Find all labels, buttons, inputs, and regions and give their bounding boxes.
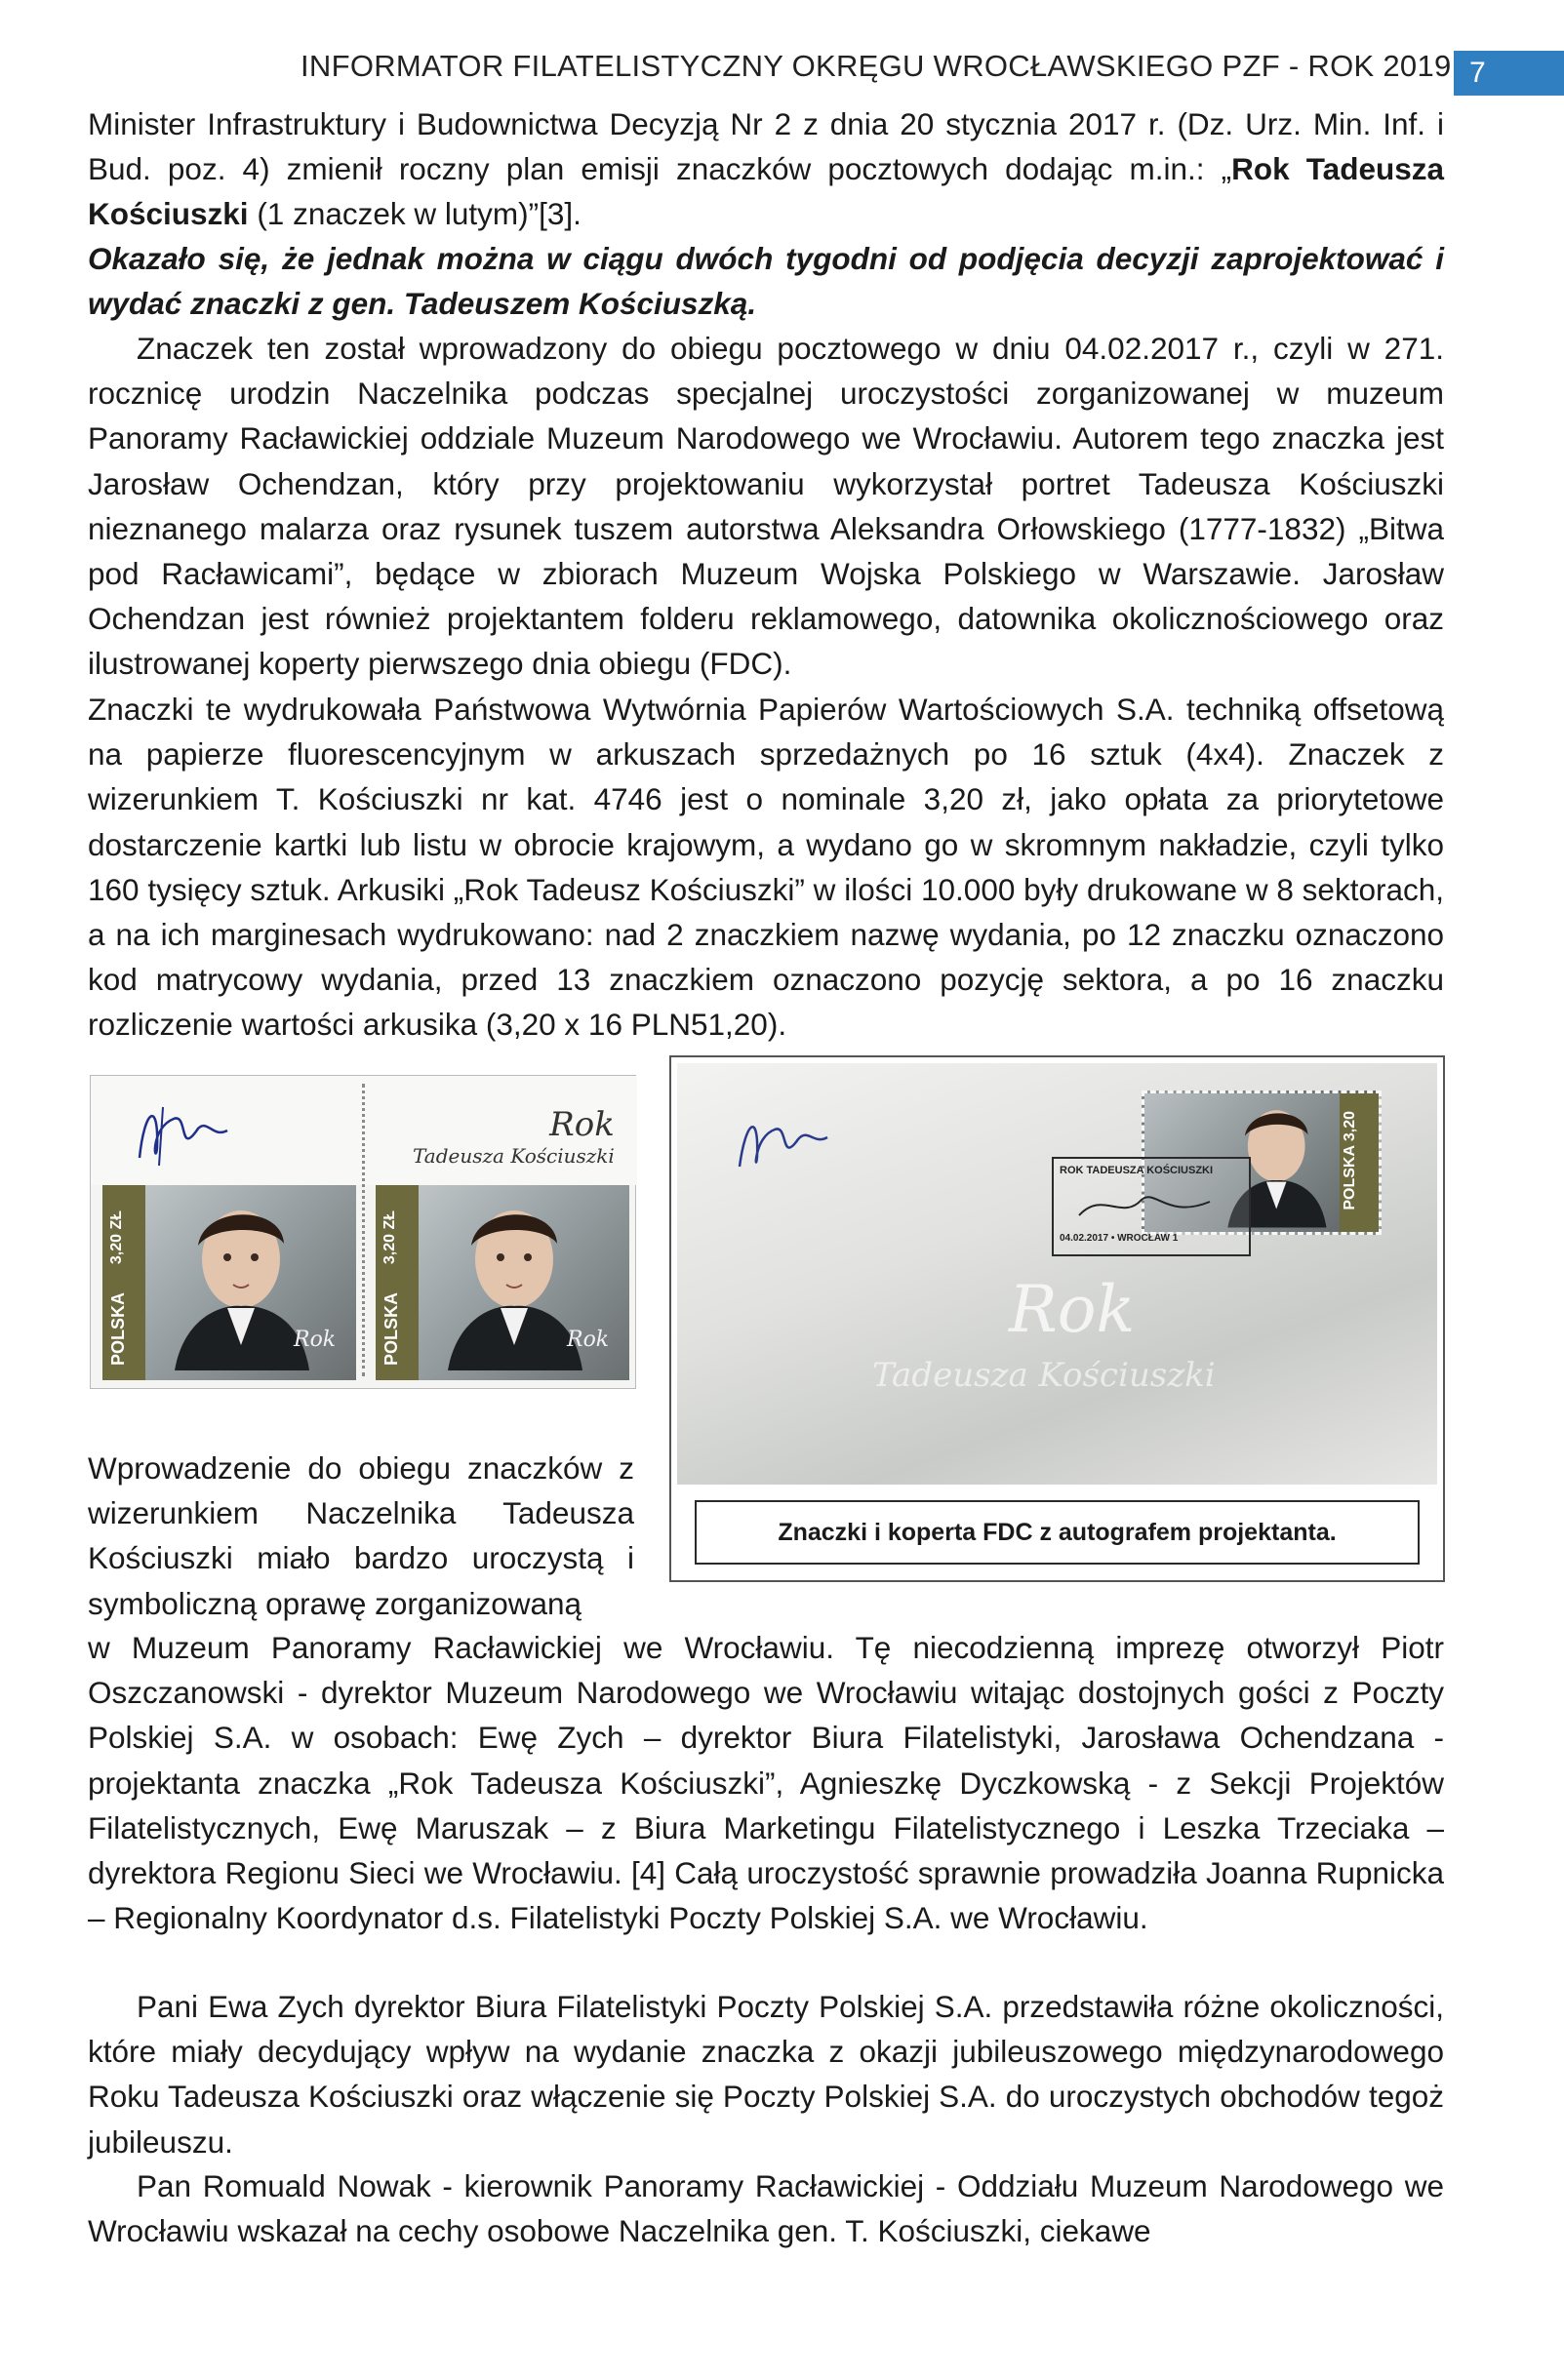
margin-title-name: Tadeusza Kościuszki — [413, 1144, 615, 1168]
publication-title: INFORMATOR FILATELISTYCZNY OKRĘGU WROCŁAWSKIEGO PZF - ROK 2019 — [301, 49, 1452, 83]
postmark-title: ROK TADEUSZA KOŚCIUSZKI — [1060, 1165, 1214, 1176]
stamp-value: 3,20 ZŁ — [381, 1210, 398, 1265]
stamp-inscription: Rok — [567, 1328, 610, 1352]
paragraph-printing: Znaczki te wydrukowała Państwowa Wytwórnia Papierów Wartościowych S.A. techniką offsetową na papierze fluorescencyjnym w arkuszach sprzedażnych po 16 sztuk (4x4). Znaczek z wizerunkiem T. Kościuszki nr kat. 4746 jest o nominale 3,20 zł, jako opłata za priorytetowe dostarczenie kartki lub listu w obrocie krajowym, a wydano go w skromnym nakładzie, czyli tylko 160 tysięcy sztuk. Arkusiki „Rok Tadeusz Kościuszki” w ilości 10.000 były drukowane w 8 sektorach, a na ich marginesach wydrukowano: nad 2 znaczkiem nazwę wydania, po 12 znaczku oznaczono kod matrycowy wydania, przed 13 znaczkiem oznaczono pozycję sektora, a po 16 znaczku rozliczenie wartości arkusika (3,20 x 16 PLN51,20). — [88, 692, 1444, 1043]
designer-signature — [120, 1090, 237, 1177]
stamp-country: POLSKA — [381, 1292, 401, 1367]
paragraph-ceremony-intro: Wprowadzenie do obiegu znaczków z wizerunkiem Naczelnika Tadeusza Kościuszki miało bardzo uroczystą i symboliczną oprawę zorganizowaną — [88, 1450, 634, 1621]
paragraph-ewa-zych: Pani Ewa Zych dyrektor Biura Filatelistyki Poczty Polskiej S.A. przedstawiła różne okoliczności, które miały decydujący wpływ na wydanie znaczka z okazji jubileuszowego międzynarodowego Roku Tadeusza Kościuszki oraz włączenie się Poczty Polskiej S.A. do uroczystych obchodów tegoż jubileuszu. — [88, 1989, 1444, 2160]
emphasis-text: Okazało się, że jednak można w ciągu dwóch tygodni od podjęcia decyzji zaprojektować i wydać znaczki z gen. Tadeuszem Kościuszką. — [88, 241, 1444, 322]
page-number: 7 — [1454, 51, 1564, 96]
figure-caption: Znaczki i koperta FDC z autografem projektanta. — [695, 1500, 1420, 1565]
paragraph-issue: Znaczek ten został wprowadzony do obiegu pocztowego w dniu 04.02.2017 r., czyli w 271. rocznicę urodzin Naczelnika podczas specjalnej uroczystości zorganizowanej w muzeum Panoramy Racławickiej oddziale Muzeum Narodowego we Wrocławiu. Autorem tego znaczka jest Jarosław Ochendzan, który przy projektowaniu wykorzystał portret Tadeusza Kościuszki nieznanego malarza oraz rysunek tuszem autorstwa Aleksandra Orłowskiego (1777-1832) „Bitwa pod Racławicami”, będące w zbiorach Muzeum Wojska Polskiego w Warszawie. Jarosław Ochendzan jest również projektantem folderu reklamowego, datownika okolicznościowego oraz ilustrowanej koperty pierwszego dnia obiegu (FDC). — [88, 331, 1444, 682]
stamp-value: 3,20 ZŁ — [108, 1210, 125, 1265]
portrait-icon — [438, 1199, 584, 1370]
postmark-signature-icon — [1073, 1186, 1220, 1225]
page-header — [0, 0, 1564, 98]
fdc-subtitle: Tadeusza Kościuszki — [872, 1356, 1216, 1395]
fdc-envelope-image — [677, 1063, 1437, 1485]
paragraph-emphasis — [88, 236, 1444, 326]
postmark — [1052, 1157, 1251, 1256]
stamp-inscription: Rok — [294, 1328, 337, 1352]
postmark-date: 04.02.2017 • WROCŁAW 1 — [1060, 1233, 1179, 1244]
designer-autograph — [726, 1098, 833, 1186]
stamps-pair-image — [90, 1075, 636, 1389]
fdc-rok-text: Rok — [1009, 1272, 1136, 1347]
margin-title — [413, 1105, 615, 1168]
fdc-figure — [669, 1055, 1445, 1582]
perforation-line — [362, 1084, 365, 1376]
fdc-stamp-country: POLSKA 3,20 — [1342, 1111, 1358, 1210]
stamp-right — [376, 1185, 629, 1380]
margin-title-rok: Rok — [549, 1105, 615, 1144]
paragraph-romuald-nowak: Pan Romuald Nowak - kierownik Panoramy Racławickiej - Oddziału Muzeum Narodowego we Wrocławiu wskazał na cechy osobowe Naczelnika gen. T. Kościuszki, ciekawe — [88, 2168, 1444, 2249]
paragraph-decision-text: Minister Infrastruktury i Budownictwa Decyzją Nr 2 z dnia 20 stycznia 2017 r. (Dz. Urz. Min. Inf. i Bud. poz. 4) zmienił roczny plan emisji znaczków pocztowych dodając m.in.: „ — [88, 106, 1444, 187]
paragraph-ceremony: w Muzeum Panoramy Racławickiej we Wrocławiu. Tę niecodzienną imprezę otworzył Piotr Oszczanowski - dyrektor Muzeum Narodowego we Wrocławiu witając dostojnych gości z Poczty Polskiej S.A. w osobach: Ewę Zych – dyrektor Biura Filatelistyki, Jarosława Ochendzana - projektanta znaczka „Rok Tadeusza Kościuszki”, Agnieszkę Dyczkowską - z Sekcji Projektów Filatelistycznych, Ewę Maruszak – z Biura Marketingu Filatelistycznego i Leszka Trzeciaka – dyrektora Regionu Sieci we Wrocławiu. [4] Całą uroczystość sprawnie prowadziła Joanna Rupnicka – Regionalny Koordynator d.s. Filatelistyki Poczty Polskiej S.A. we Wrocławiu. — [88, 1630, 1444, 1936]
stamp-country: POLSKA — [108, 1292, 128, 1367]
paragraph-decision-bold: Rok Tadeusza Kościuszki — [88, 151, 1444, 232]
stamp-left — [102, 1185, 356, 1380]
paragraph-decision — [88, 101, 1444, 237]
paragraph-decision-tail: (1 znaczek w lutym)”[3]. — [248, 196, 581, 232]
portrait-icon — [165, 1199, 311, 1370]
